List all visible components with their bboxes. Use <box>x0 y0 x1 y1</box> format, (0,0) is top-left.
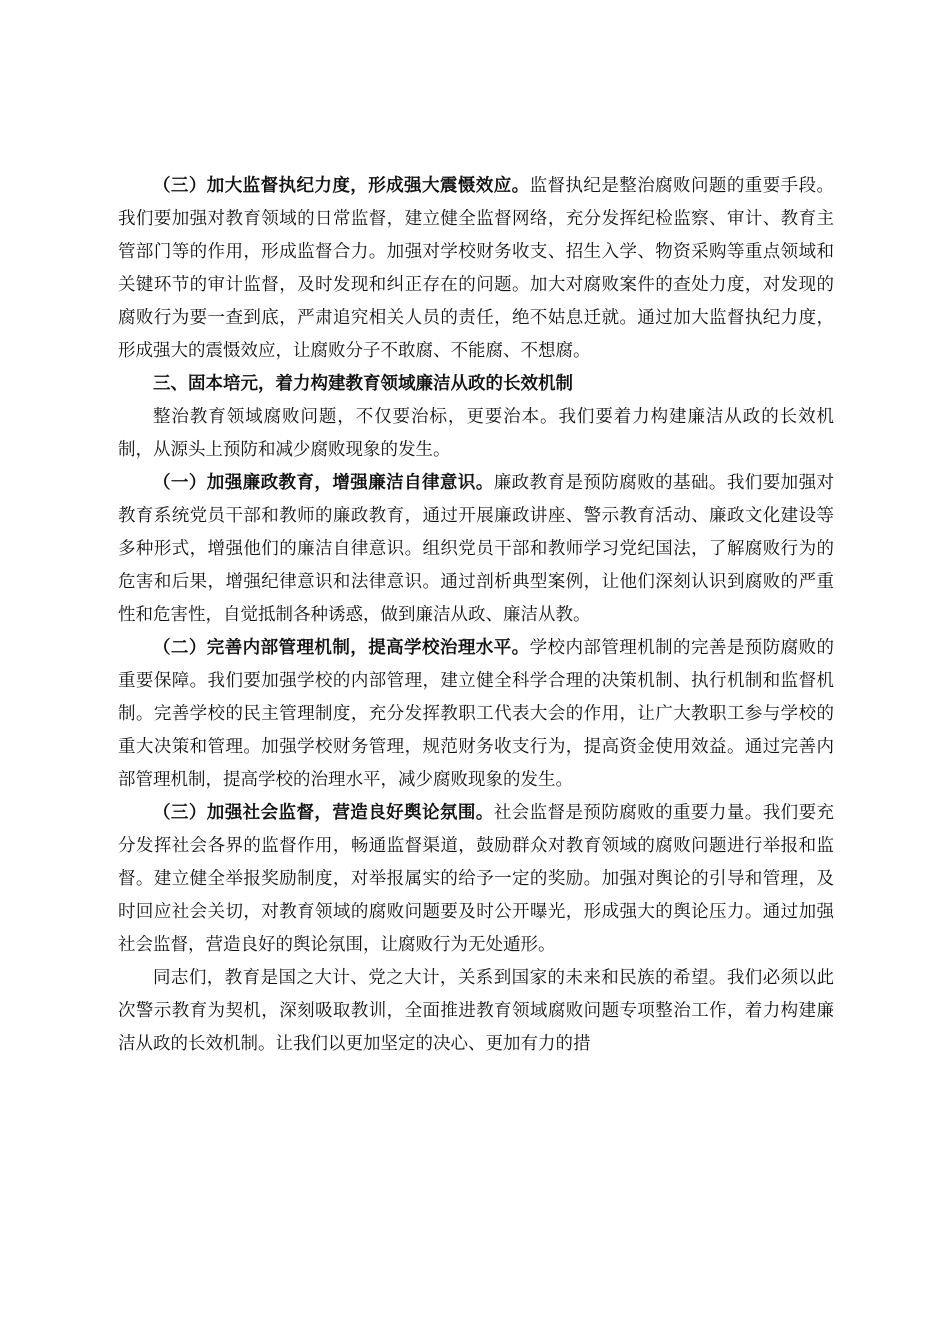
paragraph-body: 监督执纪是整治腐败问题的重要手段。我们要加强对教育领域的日常监督，建立健全监督网络，充分发挥纪检监察、审计、教育主管部门等的作用，形成监督合力。加强对学校财务收支、招生入学、物资采购等重点领域和关键环节的审计监督，及时发现和纠正存在的问题。加大对腐败案件的查处力度，对发现的腐败行为要一查到底，严肃追究相关人员的责任，绝不姑息迁就。通过加大监督执纪力度，形成强大的震慑效应，让腐败分子不敢腐、不能腐、不想腐。 <box>118 176 835 361</box>
paragraph-closing <box>118 962 834 1061</box>
paragraph-body: 社会监督是预防腐败的重要力量。我们要充分发挥社会各界的监督作用，畅通监督渠道，鼓励群众对教育领域的腐败问题进行举报和监督。建立健全举报奖励制度，对举报属实的给予一定的奖励。加强对舆论的引导和管理，及时回应社会关切，对教育领域的腐败问题要及时公开曝光，形成强大的舆论压力。通过加强社会监督，营造良好的舆论氛围，让腐败行为无处遁形。 <box>118 803 835 955</box>
paragraph-body: 廉政教育是预防腐败的基础。我们要加强对教育系统党员干部和教师的廉政教育，通过开展廉政讲座、警示教育活动、廉政文化建设等多种形式，增强他们的廉洁自律意识。组织党员干部和教师学习党纪国法，了解腐败行为的危害和后果，增强纪律意识和法律意识。通过剖析典型案例，让他们深刻认识到腐败的严重性和危害性，自觉抵制各种诱惑，做到廉洁从政、廉洁从教。 <box>118 473 835 625</box>
paragraph-body: 同志们，教育是国之大计、党之大计，关系到国家的未来和民族的希望。我们必须以此次警示教育为契机，深刻吸取教训，全面推进教育领域腐败问题专项整治工作，着力构建廉洁从政的长效机制。让我们以更加坚定的决心、更加有力的措 <box>118 968 834 1054</box>
paragraph-lead: （一）加强廉政教育，增强廉洁自律意识。 <box>153 473 494 493</box>
paragraph-body: 整治教育领域腐败问题，不仅要治标，更要治本。我们要着力构建廉洁从政的长效机制，从源头上预防和减少腐败现象的发生。 <box>118 407 834 460</box>
paragraph-lead: （三）加强社会监督，营造良好舆论氛围。 <box>153 803 494 823</box>
paragraph-management <box>118 632 834 797</box>
section-heading-three: 三、固本培元，着力构建教育领域廉洁从政的长效机制 <box>153 374 573 394</box>
paragraph-education <box>118 467 834 632</box>
paragraph-intro <box>118 401 834 467</box>
paragraph-lead: （三）加大监督执纪力度，形成强大震慑效应。 <box>153 176 530 196</box>
document-page <box>118 170 834 1061</box>
paragraph-lead: （二）完善内部管理机制，提高学校治理水平。 <box>153 638 530 658</box>
paragraph-supervision <box>118 170 834 368</box>
paragraph-body: 学校内部管理机制的完善是预防腐败的重要保障。我们要加强学校的内部管理，建立健全科学合理的决策机制、执行机制和监督机制。完善学校的民主管理制度，充分发挥教职工代表大会的作用，让广大教职工参与学校的重大决策和管理。加强学校财务管理，规范财务收支行为，提高资金使用效益。通过完善内部管理机制，提高学校的治理水平，减少腐败现象的发生。 <box>118 638 835 790</box>
paragraph-social-supervision <box>118 797 834 962</box>
